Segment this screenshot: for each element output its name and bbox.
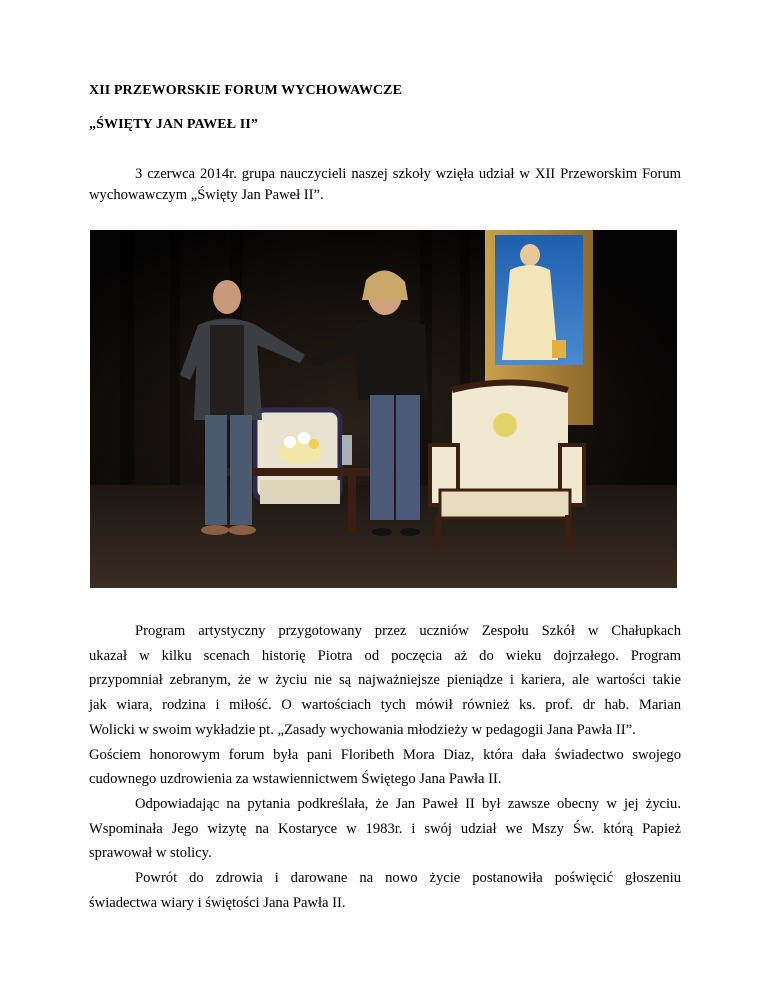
article-line: cudownego uzdrowienia za wstawiennictwem Świętego Jana Pawła II.	[89, 771, 502, 788]
article-line: Gościem honorowym forum była pani Floribeth Mora Diaz, która dała świadectwo swojego	[89, 746, 681, 763]
article-line: ukazał w kilku scenach historię Piotra od poczęcia aż do wieku dojrzałego. Program	[89, 647, 681, 664]
article-line: sprawował w stolicy.	[89, 845, 212, 862]
article-line: przypomniał zebranym, że w życiu nie są najważniejsze pieniądze i kariera, ale wartości takie	[89, 672, 681, 689]
intro-paragraph	[89, 164, 681, 206]
event-photo	[90, 230, 677, 588]
article-line: świadectwa wiary i świętości Jana Pawła II.	[89, 894, 346, 911]
article-line: Wspominała Jego wizytę na Kostaryce w 1983r. i swój udział we Mszy Św. którą Papież	[89, 820, 681, 837]
article-line: Wolicki w swoim wykładzie pt. „Zasady wychowania młodzieży w pedagogii Jana Pawła II”.	[89, 721, 636, 738]
article-line: jak wiara, rodzina i miłość. O wartościach tych mówił również ks. prof. dr hab. Marian	[89, 697, 681, 714]
document-title-line1: XII PRZEWORSKIE FORUM WYCHOWAWCZE	[89, 83, 403, 98]
article-line: Powrót do zdrowia i darowane na nowo życie postanowiła poświęcić głoszeniu	[135, 870, 681, 887]
article-body	[89, 619, 681, 915]
article-line: Odpowiadając na pytania podkreślała, że Jan Paweł II był zawsze obecny w jej życiu.	[135, 795, 681, 812]
stage-photo-icon	[90, 230, 677, 588]
document-title-line2: „ŚWIĘTY JAN PAWEŁ II”	[89, 117, 258, 132]
article-line: Program artystyczny przygotowany przez uczniów Zespołu Szkół w Chałupkach	[135, 623, 681, 639]
intro-text: 3 czerwca 2014r. grupa nauczycieli naszej szkoły wzięła udział w XII Przeworskim Forum wychowawczym „Święty Jan Paweł II”.	[89, 166, 681, 203]
